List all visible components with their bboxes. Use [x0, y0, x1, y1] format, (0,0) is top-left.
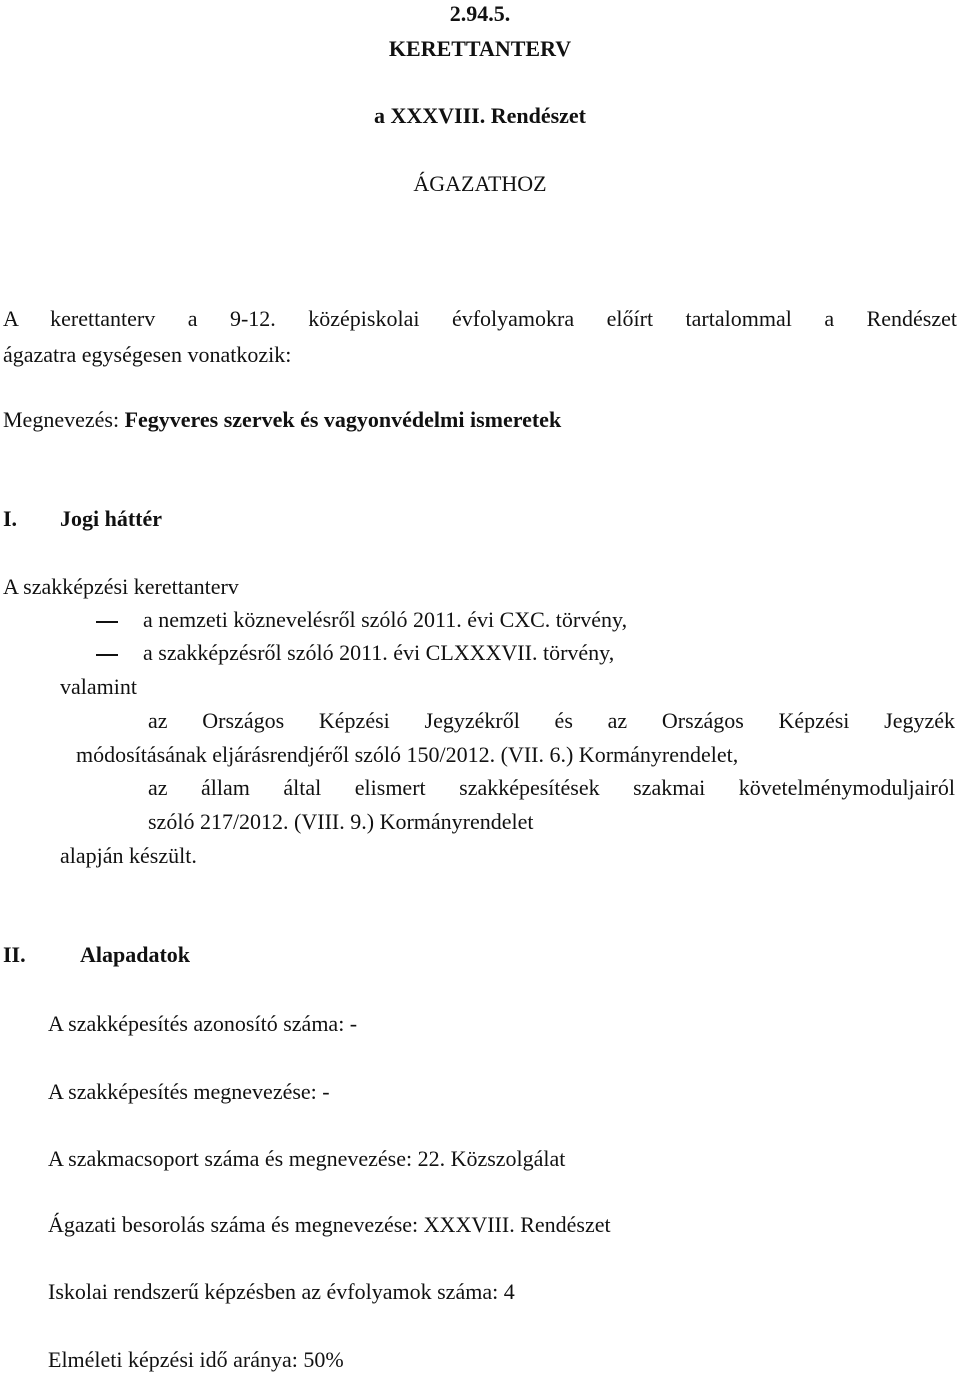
data-line-theory-ratio: Elméleti képzési idő aránya: 50%: [48, 1347, 344, 1372]
document-number: 2.94.5.: [449, 1, 511, 26]
name-value: Fegyveres szervek és vagyonvédelmi ismeretek: [124, 407, 562, 432]
legal-item-4-line-1: az állam által elismert szakképesítések szakmai követelménymoduljairól: [148, 775, 955, 800]
document-subtitle-2: ÁGAZATHOZ: [413, 171, 547, 196]
section-1-mid: valamint: [60, 674, 137, 699]
data-line-sector: Ágazati besorolás száma és megnevezése: XXXVIII. Rendészet: [48, 1212, 611, 1237]
name-label: Megnevezés:: [3, 407, 125, 432]
data-line-name: A szakképesítés megnevezése: -: [48, 1079, 330, 1104]
legal-item-3-line-2: módosításának eljárásrendjéről szóló 150/2012. (VII. 6.) Kormányrendelet,: [76, 742, 739, 767]
data-line-years: Iskolai rendszerű képzésben az évfolyamok száma: 4: [48, 1279, 515, 1304]
document-subtitle: a XXXVIII. Rendészet: [373, 103, 587, 128]
intro-line-1: A kerettanterv a 9-12. középiskolai évfolyamokra előírt tartalommal a Rendészet: [3, 306, 957, 331]
section-1-number: I.: [3, 506, 18, 531]
dash-bullet-icon: [96, 654, 118, 656]
legal-item-1: a nemzeti köznevelésről szóló 2011. évi CXC. törvény,: [143, 607, 628, 632]
legal-item-4-line-2: szóló 217/2012. (VIII. 9.) Kormányrendelet: [148, 809, 534, 834]
data-line-id: A szakképesítés azonosító száma: -: [48, 1011, 358, 1036]
section-1-end: alapján készült.: [60, 843, 197, 868]
section-1-lead: A szakképzési kerettanterv: [3, 574, 239, 599]
name-line: [3, 409, 561, 431]
legal-item-3-line-1: az Országos Képzési Jegyzékről és az Országos Képzési Jegyzék: [148, 708, 955, 733]
data-line-group: A szakmacsoport száma és megnevezése: 22. Közszolgálat: [48, 1146, 566, 1171]
section-2-title: Alapadatok: [80, 942, 191, 967]
document-title: KERETTANTERV: [388, 36, 572, 61]
section-1-title: Jogi háttér: [60, 506, 163, 531]
legal-item-2: a szakképzésről szóló 2011. évi CLXXXVII. törvény,: [143, 640, 615, 665]
section-2-number: II.: [3, 942, 26, 967]
intro-line-2: ágazatra egységesen vonatkozik:: [3, 342, 292, 367]
dash-bullet-icon: [96, 621, 118, 623]
